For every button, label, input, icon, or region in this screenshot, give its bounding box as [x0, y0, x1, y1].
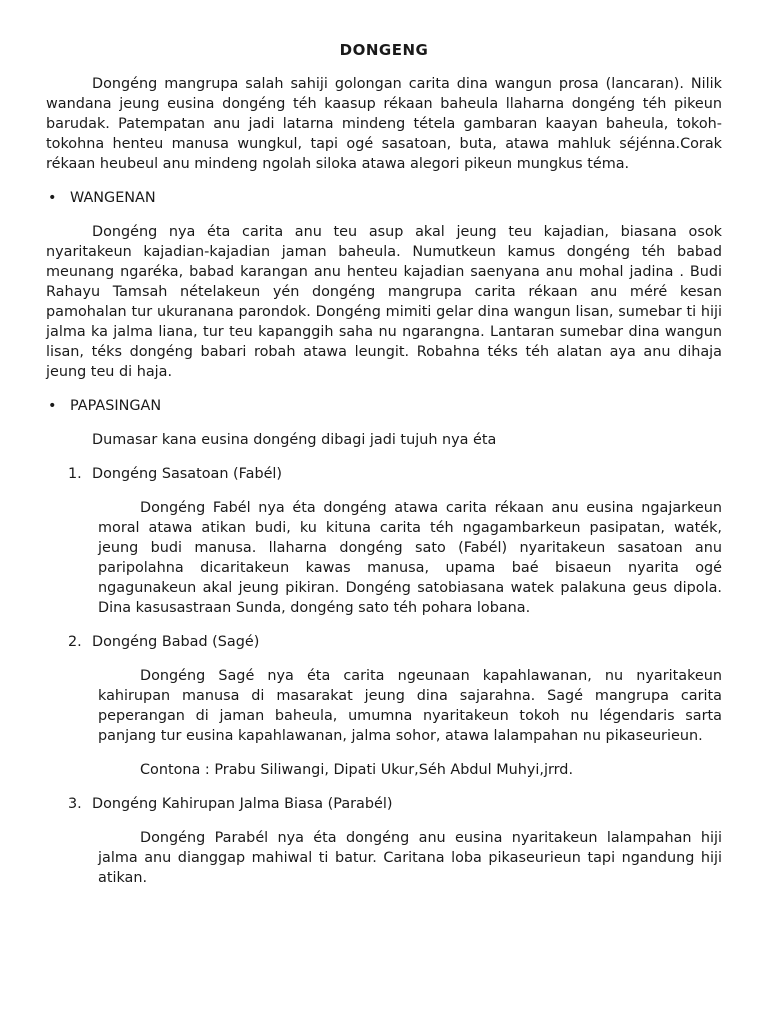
bullet-icon: •: [48, 190, 57, 206]
list-item-title: Dongéng Babad (Sagé): [92, 634, 260, 650]
document-title: DONGENG: [339, 41, 429, 59]
list-item-number: 3.: [68, 796, 82, 812]
bullet-icon: •: [48, 398, 57, 414]
section-heading-papasingan: [46, 396, 722, 416]
section-heading-text: WANGENAN: [70, 190, 156, 206]
list-item-body: Dongéng Parabél nya éta dongéng anu eusina nyaritakeun lalampahan hiji jalma anu dianggap mahiwal ti batur. Caritana loba pikaseurieun tapi ngandung hiji atikan.: [98, 830, 722, 886]
section-heading-wangenan: [46, 188, 722, 208]
list-item-number: 2.: [68, 634, 82, 650]
wangenan-paragraph: Dongéng nya éta carita anu teu asup akal jeung teu kajadian, biasana osok nyaritakeun kajadian-kajadian jaman baheula. Numutkeun kamus dongéng téh babad meunang ngaréka, babad karangan anu henteu kajadian saenyana anu mohal jadina . Budi Rahayu Tamsah nételakeun yén dongéng mangrupa carita rékaan anu méré kesan pamohalan tur ukuranana parondok. Dongéng mimiti gelar dina wangun lisan, sumebar ti hiji jalma ka jalma liana, tur teu kapanggih saha nu ngarangna. Lantaran sumebar dina wangun lisan, téks dongéng babari robah atawa leungit. Robahna téks téh alatan aya anu dihaja jeung teu di haja.: [46, 224, 722, 380]
list-item-body: Dongéng Sagé nya éta carita ngeunaan kapahlawanan, nu nyaritakeun kahirupan manusa di masarakat jeung dina sajarahna. Sagé mangrupa carita peperangan di jaman baheula, umumna nyaritakeun tokoh nu légendaris sarta panjang tur eusina kapahlawanan, jalma sohor, atawa lalampahan nu pikaseurieun.: [98, 668, 722, 744]
list-item-heading: [68, 464, 722, 484]
list-item-heading: [68, 794, 722, 814]
section-heading-text: PAPASINGAN: [70, 398, 162, 414]
list-item-example: Contona : Prabu Siliwangi, Dipati Ukur,Séh Abdul Muhyi,jrrd.: [140, 762, 574, 778]
list-item-title: Dongéng Sasatoan (Fabél): [92, 466, 283, 482]
list-item-number: 1.: [68, 466, 82, 482]
list-item-heading: [68, 632, 722, 652]
intro-paragraph: Dongéng mangrupa salah sahiji golongan carita dina wangun prosa (lancaran). Nilik wandana jeung eusina dongéng téh kaasup rékaan baheula llaharna dongéng téh pikeun barudak. Patempatan anu jadi latarna mindeng tétela gambaran kaayan baheula, tokoh-tokohna henteu manusa wungkul, tapi ogé sasatoan, buta, atawa mahluk séjénna.Corak rékaan heubeul anu mindeng ngolah siloka atawa alegori pikeun mungkus téma.: [46, 76, 722, 172]
list-item-title: Dongéng Kahirupan Jalma Biasa (Parabél): [92, 796, 393, 812]
papasingan-lead: Dumasar kana eusina dongéng dibagi jadi tujuh nya éta: [92, 432, 497, 448]
list-item-body: Dongéng Fabél nya éta dongéng atawa carita rékaan anu eusina ngajarkeun moral atawa atikan budi, ku kituna carita téh ngagambarkeun pasipatan, waték, jeung budi manusa. llaharna dongéng sato (Fabél) nyaritakeun sasatoan anu paripolahna dicaritakeun kawas manusa, upama baé bisaeun nyarita ogé ngagunakeun akal jeung pikiran. Dongéng satobiasana watek palakuna geus dipola. Dina kasusastraan Sunda, dongéng sato téh pohara lobana.: [98, 500, 722, 616]
